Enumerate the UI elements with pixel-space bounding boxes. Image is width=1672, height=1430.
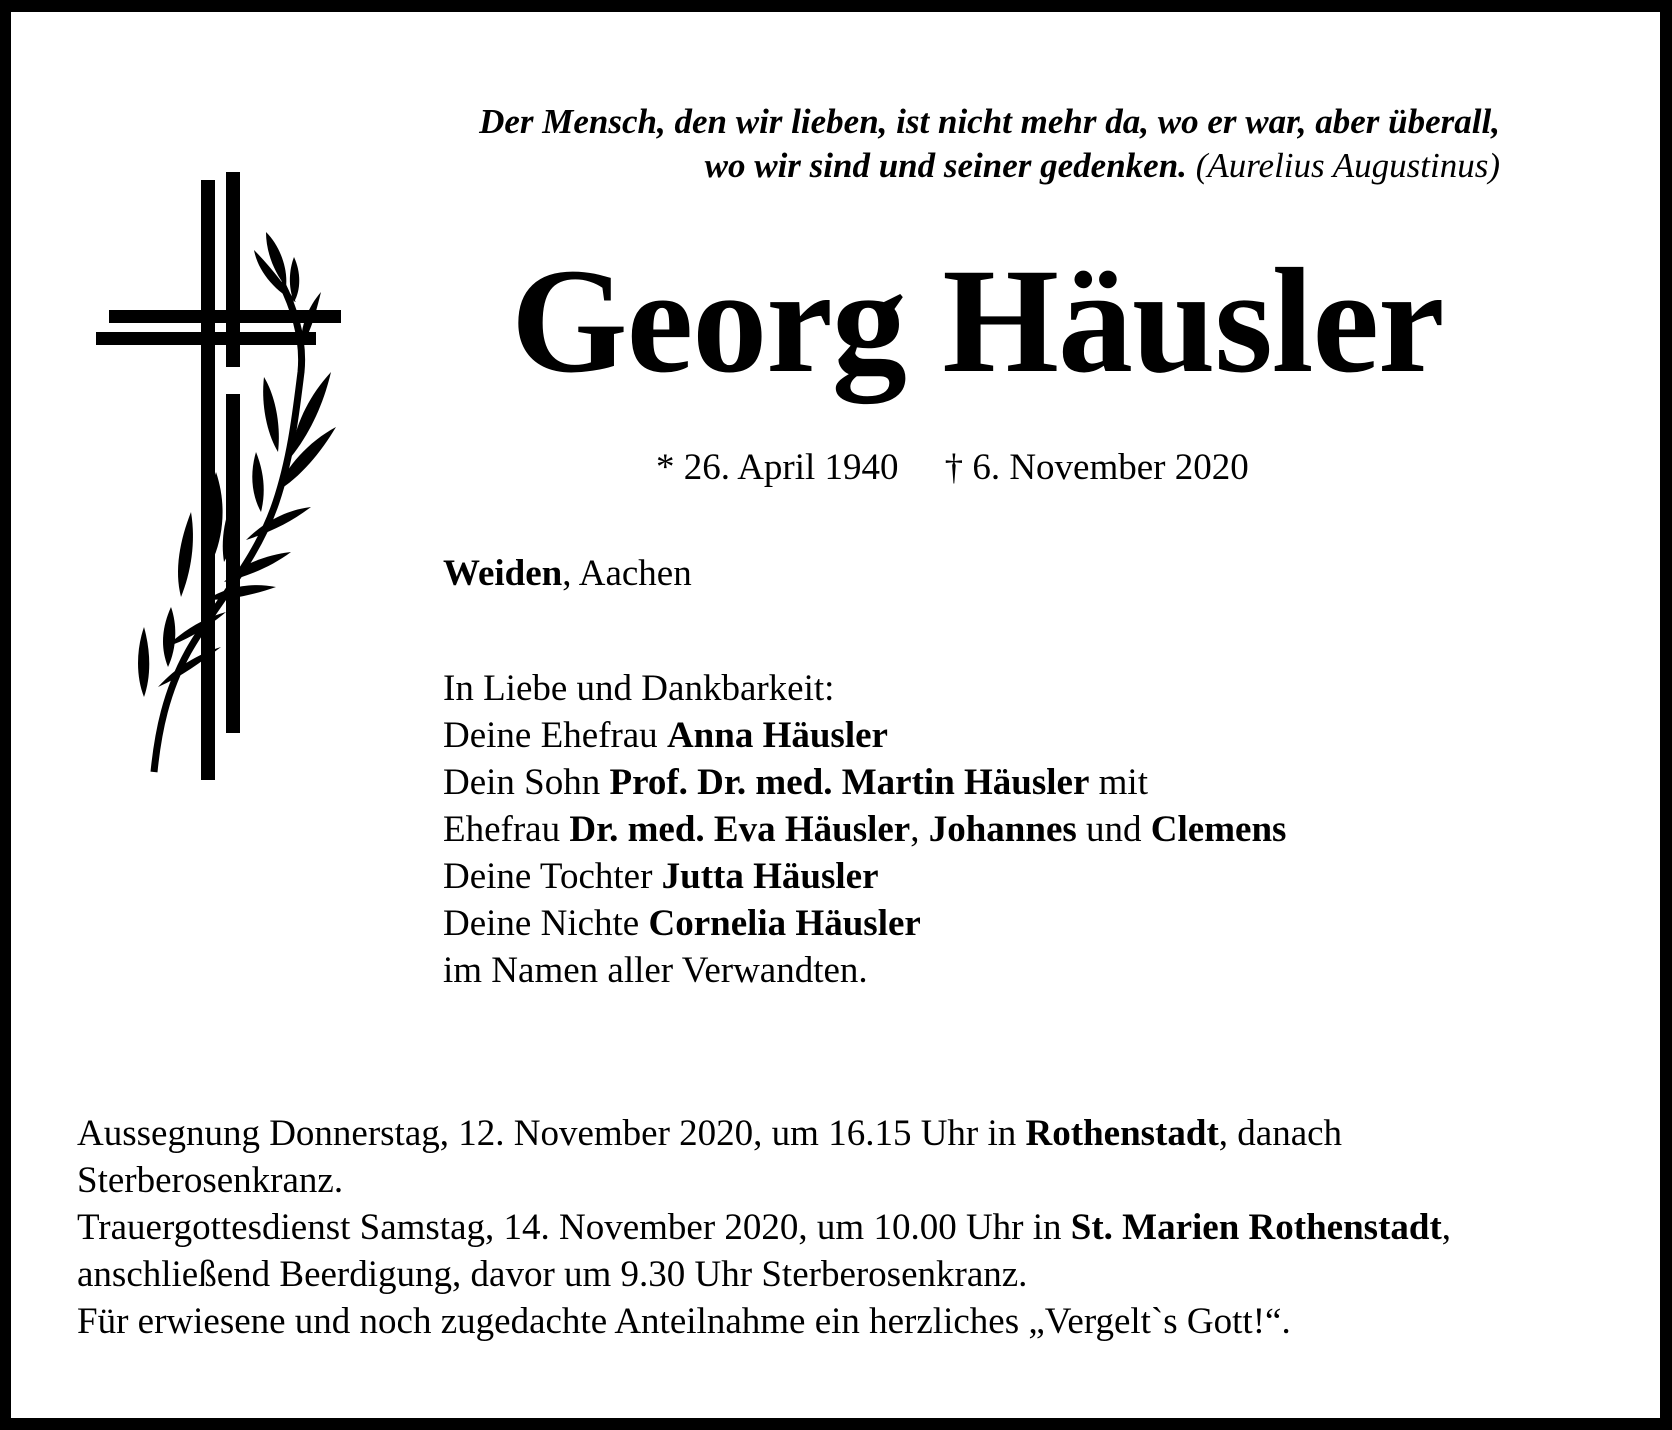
text: und (1076, 809, 1151, 850)
family-intro: In Liebe und Dankbarkeit: (443, 668, 835, 709)
bold-text: Clemens (1150, 809, 1287, 850)
service-info (77, 1110, 1451, 1345)
text: mit (1089, 762, 1148, 803)
family-member-line (443, 806, 1286, 853)
memorial-quote (479, 100, 1500, 188)
text: anschließend Beerdigung, davor um 9.30 Uhr Sterberosenkranz. (77, 1254, 1028, 1295)
family-member-line (443, 759, 1286, 806)
quote-author: (Aurelius Augustinus) (1195, 146, 1500, 185)
family-member-line (443, 900, 1286, 947)
text: Trauergottesdienst Samstag, 14. November 2020, um 10.00 Uhr in (77, 1207, 1071, 1248)
place-secondary: Aachen (578, 553, 692, 594)
family-member-line (443, 712, 1286, 759)
birth-date: 26. April 1940 (683, 447, 899, 488)
cross-with-olive-branch-icon (96, 172, 346, 782)
death-symbol: † (944, 447, 964, 488)
bold-text: St. Marien Rothenstadt (1070, 1207, 1442, 1248)
text: Deine Nichte (443, 903, 649, 944)
service-line (77, 1110, 1451, 1157)
family-lines (443, 712, 1286, 947)
life-dates (656, 446, 1249, 489)
birth-symbol: * (656, 447, 675, 488)
text: Ehefrau (443, 809, 570, 850)
deceased-name: Georg Häusler (511, 238, 1444, 404)
bold-text: Anna Häusler (666, 715, 888, 756)
place-primary: Weiden (443, 553, 563, 594)
family-member-line (443, 853, 1286, 900)
bold-text: Rothenstadt (1025, 1113, 1219, 1154)
text: Deine Tochter (443, 856, 662, 897)
service-line (77, 1157, 1451, 1204)
death-date: 6. November 2020 (972, 447, 1249, 488)
text: , (910, 809, 929, 850)
text: Für erwiesene und noch zugedachte Anteilnahme ein herzliches „Vergelt`s Gott!“. (77, 1301, 1291, 1342)
bold-text: Johannes (928, 809, 1077, 850)
text: , danach (1218, 1113, 1343, 1154)
text: , (1441, 1207, 1452, 1248)
quote-line-2-text: wo wir sind und seiner gedenken. (704, 146, 1187, 185)
family-closing: im Namen aller Verwandten. (443, 950, 868, 991)
service-line (77, 1298, 1451, 1345)
text: Aussegnung Donnerstag, 12. November 2020, um 16.15 Uhr in (77, 1113, 1026, 1154)
quote-line-1: Der Mensch, den wir lieben, ist nicht mehr da, wo er war, aber überall, (479, 102, 1500, 141)
bold-text: Dr. med. Eva Häusler (569, 809, 911, 850)
quote-line-2 (479, 144, 1500, 188)
place-separator: , (562, 553, 579, 594)
service-line (77, 1204, 1451, 1251)
bold-text: Prof. Dr. med. Martin Häusler (609, 762, 1090, 803)
family-list (443, 665, 1286, 994)
service-line (77, 1251, 1451, 1298)
text: Dein Sohn (443, 762, 610, 803)
places (443, 552, 692, 595)
bold-text: Cornelia Häusler (648, 903, 921, 944)
text: Sterberosenkranz. (77, 1160, 344, 1201)
bold-text: Jutta Häusler (661, 856, 879, 897)
text: Deine Ehefrau (443, 715, 667, 756)
